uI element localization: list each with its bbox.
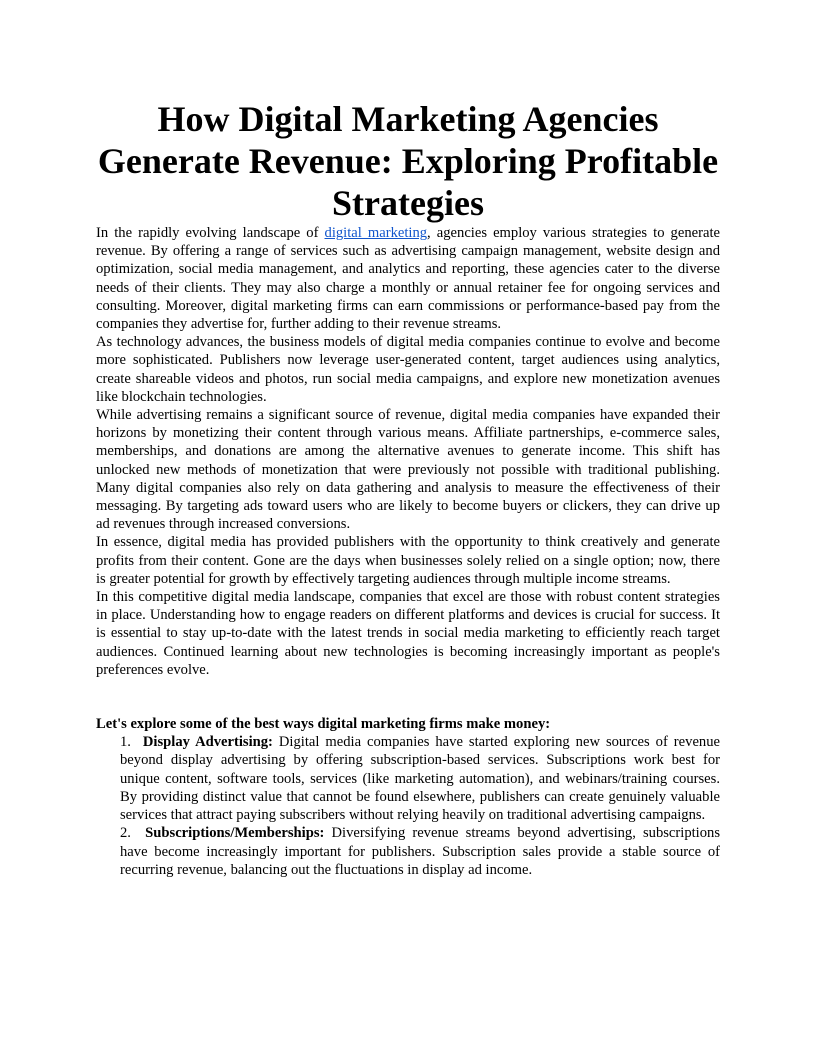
body-paragraph: In this competitive digital media landscape, companies that excel are those with robust content strategies in place. Understanding how to engage readers on different platforms and devices is crucial for success. It is essential to stay up-to-date with the latest trends in social media marketing to efficiently reach target audiences. Continued learning about new technologies is becoming increasingly important as people's preferences evolve. [96,589,720,678]
section-spacer [96,679,720,715]
list-item-text: Diversifying revenue streams beyond advertising, subscriptions have become increasingly important for publishers. Subscription sales provide a stable source of recurring revenue, balancing out the fluctuations in display ad income. [120,825,721,878]
intro-paragraph [96,224,720,333]
list-item-number: 1. [120,734,131,751]
intro-text-after-link: , agencies employ various strategies to generate revenue. By offering a range of services such as advertising campaign management, website design and optimization, social media management, and analytics and reporting, these agencies cater to the diverse needs of their clients. They may also charge a monthly or annual retainer fee for ongoing services and consulting. Moreover, digital marketing firms can earn commissions or performance-based pay from the companies they advertise for, further adding to their revenue streams. [96,225,720,333]
list-item [120,824,720,879]
digital-marketing-link[interactable]: digital marketing [324,225,428,241]
intro-text-before-link: In the rapidly evolving landscape of [96,225,325,241]
body-paragraph: As technology advances, the business models of digital media companies continue to evolve and become more sophisticated. Publishers now leverage user-generated content, target audiences using analytics, create shareable videos and photos, run social media campaigns, and explore new monetization avenues like blockchain technologies. [96,334,720,405]
body-paragraph: While advertising remains a significant source of revenue, digital media companies have expanded their horizons by monetizing their content through various means. Affiliate partnerships, e-commerce sales, memberships, and donations are among the alternative avenues to generate income. This shift has unlocked new methods of monetization that were previously not possible with traditional publishing. Many digital companies also rely on data gathering and analysis to measure the effectiveness of their messaging. By targeting ads toward users who are likely to become buyers or clickers, they can drive up ad revenues through increased conversions. [96,407,720,533]
document-page [96,98,720,879]
list-item-heading: Display Advertising: [142,734,273,751]
body-paragraph: In essence, digital media has provided publishers with the opportunity to think creatively and generate profits from their content. Gone are the days when businesses solely relied on a single option; now, there is greater potential for growth by effectively targeting audiences through multiple income streams. [96,534,720,587]
list-item-heading: Subscriptions/Memberships: [145,825,325,842]
list-item-number: 2. [120,825,131,842]
revenue-methods-list [96,733,720,879]
article-title: How Digital Marketing Agencies Generate Revenue: Exploring Profitable Strategies [97,99,719,223]
list-item [120,733,720,824]
list-intro: Let's explore some of the best ways digital marketing firms make money: [96,716,551,733]
list-item-text: Digital media companies have started exploring new sources of revenue beyond display advertising by offering subscription-based services. Subscriptions work best for unique content, software tools, services (like marketing automation), and webinars/training courses. By providing distinct value that cannot be found elsewhere, publishers can create genuinely valuable services that attract paying subscribers without relying heavily on traditional advertising campaigns. [120,734,720,824]
